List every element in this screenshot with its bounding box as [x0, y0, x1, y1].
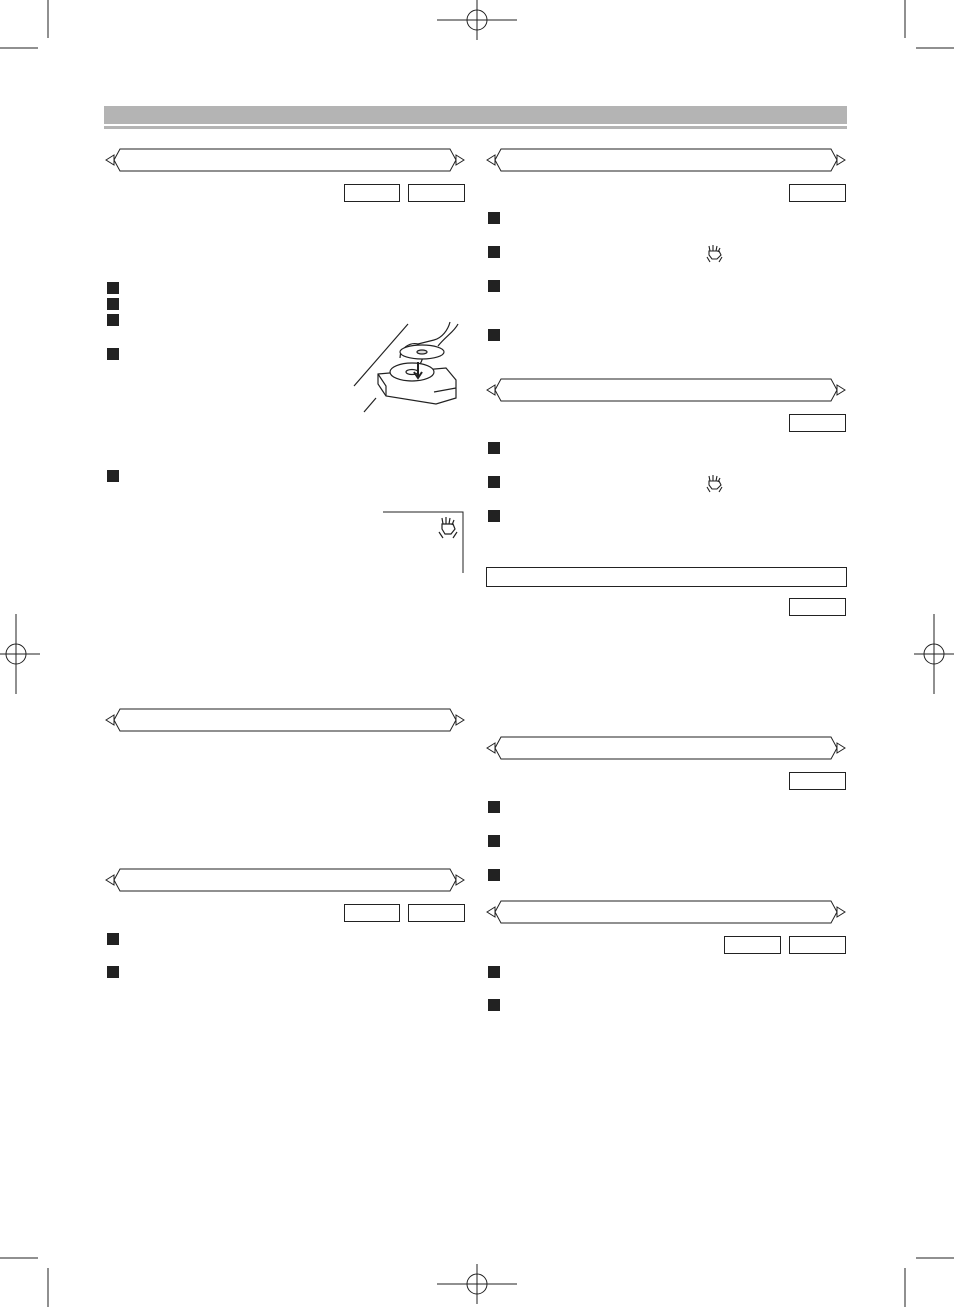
disc-badge: [789, 772, 846, 790]
section-header-right-3: [486, 567, 847, 587]
hand-hint-icon: [705, 474, 725, 494]
disc-badge: [408, 904, 465, 922]
step-marker: [488, 212, 500, 224]
step-marker: [488, 476, 500, 488]
step-marker: [488, 999, 500, 1011]
header-frame: [104, 708, 466, 732]
step-marker: [488, 246, 500, 258]
step-marker: [107, 282, 119, 294]
header-frame: [485, 378, 847, 402]
section-header-right-4: [485, 736, 847, 760]
header-frame: [485, 736, 847, 760]
step-marker: [107, 933, 119, 945]
step-marker: [488, 966, 500, 978]
section-header-right-2: [485, 378, 847, 402]
disc-badge: [724, 936, 781, 954]
section-header-right-5: [485, 900, 847, 924]
step-marker: [488, 801, 500, 813]
section-header-left-3: [104, 868, 466, 892]
disc-badge: [408, 184, 465, 202]
disc-badge: [789, 598, 846, 616]
step-marker: [488, 869, 500, 881]
step-marker: [488, 442, 500, 454]
disc-badge: [344, 184, 400, 202]
step-marker: [107, 298, 119, 310]
page-banner: [104, 106, 847, 124]
step-marker: [107, 470, 119, 482]
hand-hint-icon: [705, 244, 725, 264]
banner-rule: [104, 126, 847, 129]
disc-badge: [344, 904, 400, 922]
header-frame: [485, 148, 847, 172]
section-header-left-1: [104, 148, 466, 172]
disc-badge: [789, 936, 846, 954]
section-header-left-2: [104, 708, 466, 732]
disc-badge: [789, 184, 846, 202]
step-marker: [488, 280, 500, 292]
step-marker: [107, 966, 119, 978]
step-marker: [107, 348, 119, 360]
disc-badge: [789, 414, 846, 432]
step-marker: [107, 314, 119, 326]
step-marker: [488, 835, 500, 847]
header-frame: [104, 868, 466, 892]
header-frame: [104, 148, 466, 172]
hand-hint-icon: [437, 516, 461, 540]
header-frame: [485, 900, 847, 924]
step-marker: [488, 510, 500, 522]
section-header-right-1: [485, 148, 847, 172]
step-marker: [488, 329, 500, 341]
disc-tray-illustration: [350, 318, 466, 414]
